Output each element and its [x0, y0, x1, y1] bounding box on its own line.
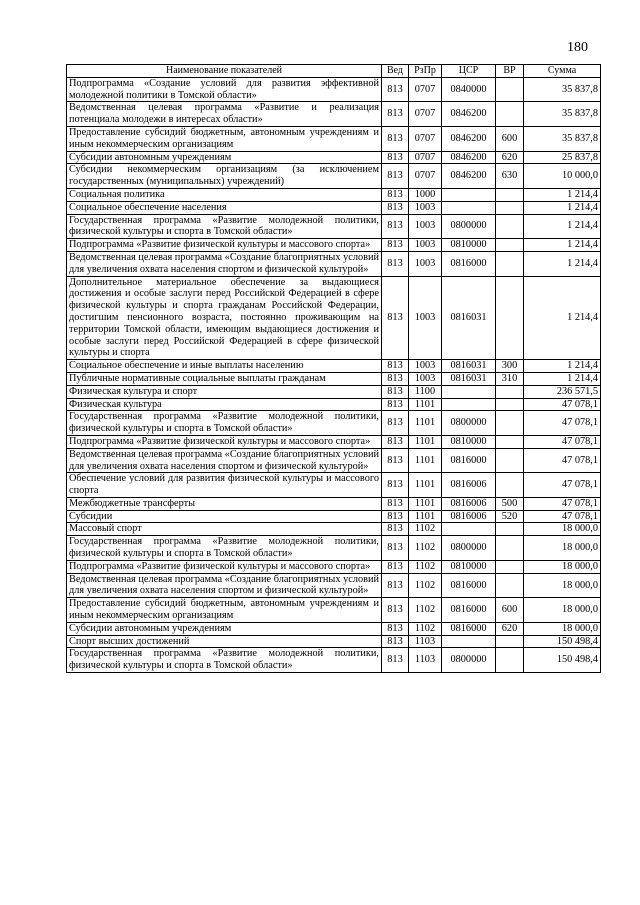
row-name-cell: Государственная программа «Развитие молодежной политики, физической культуры и спорта в Томской области» — [67, 648, 382, 673]
row-rzpr-cell: 1003 — [409, 239, 442, 252]
table-body — [67, 77, 601, 672]
row-sum-cell: 18 000,0 — [524, 536, 601, 561]
row-csr-cell: 0816006 — [442, 473, 496, 498]
row-vr-cell: 630 — [496, 164, 524, 189]
row-sum-cell: 1 214,4 — [524, 214, 601, 239]
row-name-cell: Подпрограмма «Развитие физической культуры и массового спорта» — [67, 560, 382, 573]
row-vr-cell — [496, 385, 524, 398]
row-ved-cell: 813 — [382, 635, 409, 648]
row-ved-cell: 813 — [382, 276, 409, 360]
row-sum-cell: 18 000,0 — [524, 622, 601, 635]
row-ved-cell: 813 — [382, 126, 409, 151]
row-csr-cell: 0800000 — [442, 536, 496, 561]
table-row — [67, 473, 601, 498]
header-csr: ЦСР — [442, 65, 496, 78]
header-sum: Сумма — [524, 65, 601, 78]
row-sum-cell: 35 837,8 — [524, 77, 601, 102]
row-name-cell: Субсидии некоммерческим организациям (за исключением государственных (муниципальных) учреждений) — [67, 164, 382, 189]
row-rzpr-cell: 1101 — [409, 510, 442, 523]
row-name-cell: Ведомственная целевая программа «Создание благоприятных условий для увеличения охвата населения спортом и физической культурой» — [67, 573, 382, 598]
row-vr-cell: 500 — [496, 497, 524, 510]
row-sum-cell: 1 214,4 — [524, 360, 601, 373]
row-sum-cell: 150 498,4 — [524, 648, 601, 673]
row-name-cell: Предоставление субсидий бюджетным, автономным учреждениям и иным некоммерческим организациям — [67, 598, 382, 623]
row-csr-cell: 0810000 — [442, 560, 496, 573]
row-vr-cell — [496, 435, 524, 448]
row-vr-cell: 520 — [496, 510, 524, 523]
row-rzpr-cell: 1102 — [409, 560, 442, 573]
row-sum-cell: 47 078,1 — [524, 398, 601, 411]
table-row — [67, 398, 601, 411]
row-sum-cell: 47 078,1 — [524, 497, 601, 510]
row-rzpr-cell: 1101 — [409, 497, 442, 510]
row-csr-cell: 0800000 — [442, 648, 496, 673]
row-ved-cell: 813 — [382, 188, 409, 201]
row-rzpr-cell: 1003 — [409, 214, 442, 239]
row-ved-cell: 813 — [382, 536, 409, 561]
row-name-cell: Государственная программа «Развитие молодежной политики, физической культуры и спорта в Томской области» — [67, 214, 382, 239]
row-vr-cell — [496, 239, 524, 252]
header-rzpr: РзПр — [409, 65, 442, 78]
row-rzpr-cell: 1003 — [409, 372, 442, 385]
table-row — [67, 251, 601, 276]
row-ved-cell: 813 — [382, 473, 409, 498]
table-row — [67, 201, 601, 214]
row-rzpr-cell: 0707 — [409, 164, 442, 189]
row-name-cell: Межбюджетные трансферты — [67, 497, 382, 510]
table-header-row — [67, 65, 601, 78]
table-row — [67, 648, 601, 673]
table-row — [67, 560, 601, 573]
table-row — [67, 448, 601, 473]
row-sum-cell: 1 214,4 — [524, 251, 601, 276]
row-ved-cell: 813 — [382, 598, 409, 623]
row-ved-cell: 813 — [382, 239, 409, 252]
budget-table — [66, 64, 601, 673]
row-sum-cell: 1 214,4 — [524, 372, 601, 385]
row-name-cell: Ведомственная целевая программа «Создание благоприятных условий для увеличения охвата населения спортом и физической культурой» — [67, 251, 382, 276]
row-vr-cell: 310 — [496, 372, 524, 385]
table-row — [67, 435, 601, 448]
row-rzpr-cell: 1101 — [409, 411, 442, 436]
table-row — [67, 126, 601, 151]
row-ved-cell: 813 — [382, 398, 409, 411]
row-vr-cell: 620 — [496, 622, 524, 635]
row-name-cell: Субсидии автономным учреждениям — [67, 151, 382, 164]
row-csr-cell: 0846200 — [442, 126, 496, 151]
row-name-cell: Спорт высших достижений — [67, 635, 382, 648]
row-ved-cell: 813 — [382, 372, 409, 385]
row-name-cell: Подпрограмма «Создание условий для развития эффективной молодежной политики в Томской области» — [67, 77, 382, 102]
row-sum-cell: 18 000,0 — [524, 598, 601, 623]
table-row — [67, 573, 601, 598]
row-vr-cell — [496, 251, 524, 276]
header-name: Наименование показателей — [67, 65, 382, 78]
table-row — [67, 214, 601, 239]
row-name-cell: Субсидии — [67, 510, 382, 523]
row-rzpr-cell: 1103 — [409, 635, 442, 648]
row-csr-cell — [442, 398, 496, 411]
row-csr-cell: 0810000 — [442, 239, 496, 252]
row-sum-cell: 35 837,8 — [524, 126, 601, 151]
row-sum-cell: 18 000,0 — [524, 560, 601, 573]
row-rzpr-cell: 0707 — [409, 77, 442, 102]
row-sum-cell: 47 078,1 — [524, 473, 601, 498]
row-rzpr-cell: 1102 — [409, 536, 442, 561]
row-csr-cell: 0800000 — [442, 411, 496, 436]
row-ved-cell: 813 — [382, 201, 409, 214]
row-ved-cell: 813 — [382, 411, 409, 436]
row-csr-cell: 0846200 — [442, 102, 496, 127]
row-sum-cell: 47 078,1 — [524, 510, 601, 523]
row-vr-cell — [496, 276, 524, 360]
row-sum-cell: 47 078,1 — [524, 435, 601, 448]
row-csr-cell: 0816000 — [442, 573, 496, 598]
row-csr-cell: 0846200 — [442, 164, 496, 189]
row-vr-cell — [496, 473, 524, 498]
row-rzpr-cell: 1003 — [409, 360, 442, 373]
table-row — [67, 276, 601, 360]
row-sum-cell: 10 000,0 — [524, 164, 601, 189]
row-ved-cell: 813 — [382, 448, 409, 473]
row-vr-cell — [496, 573, 524, 598]
row-rzpr-cell: 1101 — [409, 473, 442, 498]
row-rzpr-cell: 1100 — [409, 385, 442, 398]
row-csr-cell: 0810000 — [442, 435, 496, 448]
row-csr-cell: 0816031 — [442, 372, 496, 385]
row-name-cell: Публичные нормативные социальные выплаты гражданам — [67, 372, 382, 385]
row-vr-cell — [496, 536, 524, 561]
row-ved-cell: 813 — [382, 251, 409, 276]
row-ved-cell: 813 — [382, 523, 409, 536]
row-csr-cell — [442, 188, 496, 201]
row-ved-cell: 813 — [382, 560, 409, 573]
row-csr-cell: 0816006 — [442, 497, 496, 510]
row-name-cell: Подпрограмма «Развитие физической культуры и массового спорта» — [67, 435, 382, 448]
header-vr: ВР — [496, 65, 524, 78]
row-ved-cell: 813 — [382, 385, 409, 398]
row-name-cell: Государственная программа «Развитие молодежной политики, физической культуры и спорта в Томской области» — [67, 411, 382, 436]
table-row — [67, 598, 601, 623]
row-name-cell: Дополнительное материальное обеспечение за выдающиеся достижения и особые заслуги перед Российской Федерацией в сфере физической культуры и спорта гражданам Российской Федерации, достигшим пенсионного возраста, постоянно проживающим на территории Томской области, имеющим выдающиеся достижения и особые заслуги перед Российской Федерацией в сфере физической культуры и спорта — [67, 276, 382, 360]
row-csr-cell — [442, 385, 496, 398]
row-vr-cell — [496, 188, 524, 201]
row-vr-cell — [496, 214, 524, 239]
row-csr-cell: 0816031 — [442, 276, 496, 360]
row-vr-cell — [496, 77, 524, 102]
row-rzpr-cell: 0707 — [409, 102, 442, 127]
row-csr-cell — [442, 635, 496, 648]
row-rzpr-cell: 1102 — [409, 622, 442, 635]
row-csr-cell: 0800000 — [442, 214, 496, 239]
table-row — [67, 77, 601, 102]
row-sum-cell: 35 837,8 — [524, 102, 601, 127]
row-vr-cell: 620 — [496, 151, 524, 164]
row-vr-cell — [496, 201, 524, 214]
row-rzpr-cell: 1101 — [409, 435, 442, 448]
table-row — [67, 164, 601, 189]
row-ved-cell: 813 — [382, 102, 409, 127]
table-row — [67, 188, 601, 201]
row-rzpr-cell: 0707 — [409, 126, 442, 151]
table-row — [67, 411, 601, 436]
row-ved-cell: 813 — [382, 648, 409, 673]
row-name-cell: Субсидии автономным учреждениям — [67, 622, 382, 635]
row-ved-cell: 813 — [382, 497, 409, 510]
row-name-cell: Государственная программа «Развитие молодежной политики, физической культуры и спорта в Томской области» — [67, 536, 382, 561]
row-vr-cell — [496, 411, 524, 436]
row-vr-cell: 600 — [496, 126, 524, 151]
table-row — [67, 360, 601, 373]
table-row — [67, 239, 601, 252]
row-sum-cell: 1 214,4 — [524, 188, 601, 201]
row-sum-cell: 47 078,1 — [524, 411, 601, 436]
row-name-cell: Ведомственная целевая программа «Развитие и реализация потенциала молодежи в интересах области» — [67, 102, 382, 127]
row-rzpr-cell: 1003 — [409, 201, 442, 214]
row-rzpr-cell: 1101 — [409, 398, 442, 411]
table-row — [67, 372, 601, 385]
row-vr-cell — [496, 398, 524, 411]
row-sum-cell: 236 571,5 — [524, 385, 601, 398]
row-rzpr-cell: 1003 — [409, 251, 442, 276]
row-rzpr-cell: 1103 — [409, 648, 442, 673]
row-csr-cell: 0816006 — [442, 510, 496, 523]
row-csr-cell: 0816031 — [442, 360, 496, 373]
row-rzpr-cell: 1102 — [409, 523, 442, 536]
row-sum-cell: 1 214,4 — [524, 239, 601, 252]
row-csr-cell: 0846200 — [442, 151, 496, 164]
table-row — [67, 151, 601, 164]
row-name-cell: Подпрограмма «Развитие физической культуры и массового спорта» — [67, 239, 382, 252]
row-name-cell: Физическая культура — [67, 398, 382, 411]
row-csr-cell: 0816000 — [442, 622, 496, 635]
row-sum-cell: 150 498,4 — [524, 635, 601, 648]
row-csr-cell — [442, 201, 496, 214]
row-name-cell: Предоставление субсидий бюджетным, автономным учреждениям и иным некоммерческим организациям — [67, 126, 382, 151]
table-row — [67, 510, 601, 523]
table-row — [67, 635, 601, 648]
row-sum-cell: 1 214,4 — [524, 276, 601, 360]
row-vr-cell — [496, 560, 524, 573]
table-row — [67, 536, 601, 561]
row-vr-cell — [496, 523, 524, 536]
row-ved-cell: 813 — [382, 151, 409, 164]
row-rzpr-cell: 1102 — [409, 573, 442, 598]
table-row — [67, 102, 601, 127]
row-sum-cell: 1 214,4 — [524, 201, 601, 214]
page-number: 180 — [567, 40, 588, 55]
row-vr-cell — [496, 635, 524, 648]
row-sum-cell: 18 000,0 — [524, 573, 601, 598]
row-name-cell: Ведомственная целевая программа «Создание благоприятных условий для увеличения охвата населения спортом и физической культурой» — [67, 448, 382, 473]
row-ved-cell: 813 — [382, 164, 409, 189]
row-sum-cell: 25 837,8 — [524, 151, 601, 164]
row-csr-cell: 0816000 — [442, 251, 496, 276]
row-rzpr-cell: 0707 — [409, 151, 442, 164]
table-row — [67, 622, 601, 635]
row-rzpr-cell: 1003 — [409, 276, 442, 360]
row-ved-cell: 813 — [382, 510, 409, 523]
row-vr-cell: 300 — [496, 360, 524, 373]
row-name-cell: Массовый спорт — [67, 523, 382, 536]
row-csr-cell: 0816000 — [442, 598, 496, 623]
row-csr-cell: 0840000 — [442, 77, 496, 102]
table-row — [67, 497, 601, 510]
row-vr-cell — [496, 648, 524, 673]
row-sum-cell: 47 078,1 — [524, 448, 601, 473]
row-rzpr-cell: 1000 — [409, 188, 442, 201]
row-rzpr-cell: 1102 — [409, 598, 442, 623]
row-ved-cell: 813 — [382, 435, 409, 448]
row-vr-cell — [496, 448, 524, 473]
row-sum-cell: 18 000,0 — [524, 523, 601, 536]
row-name-cell: Физическая культура и спорт — [67, 385, 382, 398]
table-row — [67, 523, 601, 536]
row-vr-cell: 600 — [496, 598, 524, 623]
row-name-cell: Социальное обеспечение населения — [67, 201, 382, 214]
row-ved-cell: 813 — [382, 573, 409, 598]
table-row — [67, 385, 601, 398]
row-ved-cell: 813 — [382, 77, 409, 102]
row-rzpr-cell: 1101 — [409, 448, 442, 473]
row-vr-cell — [496, 102, 524, 127]
row-ved-cell: 813 — [382, 360, 409, 373]
header-ved: Вед — [382, 65, 409, 78]
row-csr-cell: 0816000 — [442, 448, 496, 473]
row-ved-cell: 813 — [382, 214, 409, 239]
row-csr-cell — [442, 523, 496, 536]
row-name-cell: Обеспечение условий для развития физической культуры и массового спорта — [67, 473, 382, 498]
row-name-cell: Социальное обеспечение и иные выплаты населению — [67, 360, 382, 373]
row-name-cell: Социальная политика — [67, 188, 382, 201]
row-ved-cell: 813 — [382, 622, 409, 635]
